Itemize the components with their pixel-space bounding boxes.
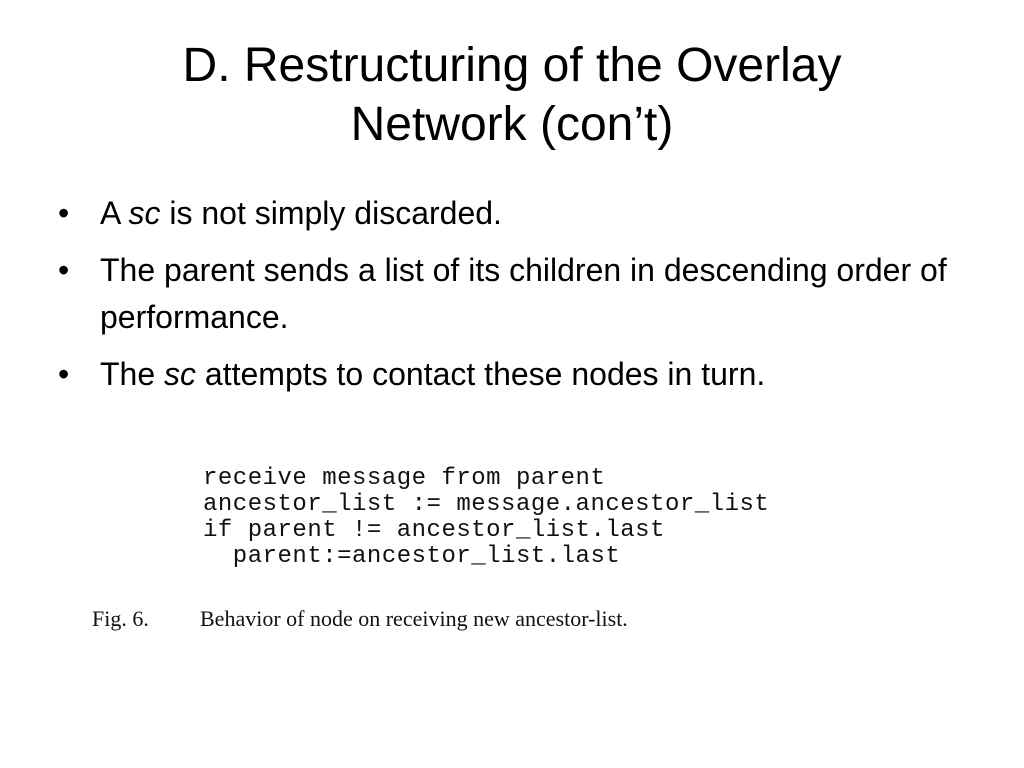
code-line-4: parent:=ancestor_list.last <box>203 543 621 570</box>
bullet-marker: • <box>58 252 70 288</box>
slide-title <box>0 36 1024 154</box>
figure-caption <box>92 604 628 634</box>
bullet-marker: • <box>58 356 70 392</box>
slide-title-line-1: D. Restructuring of the Overlay <box>182 39 842 92</box>
bullet-text-segment: The parent sends a list of its children in descending order of performance. <box>100 252 947 335</box>
code-line-2: ancestor_list := message.ancestor_list <box>203 491 770 518</box>
bullet-text-segment: A <box>100 195 129 231</box>
pseudocode-figure <box>203 466 769 570</box>
bullet-item-1 <box>58 190 978 237</box>
code-line-1: receive message from parent <box>203 465 606 492</box>
code-line-3: if parent != ancestor_list.last <box>203 517 665 544</box>
bullet-text-segment: The <box>100 356 165 392</box>
bullet-text-segment: attempts to contact these nodes in turn. <box>196 356 766 392</box>
bullet-item-2 <box>58 247 978 341</box>
slide-title-line-2: Network (con’t) <box>350 98 674 151</box>
bullet-text-italic: sc <box>128 195 161 231</box>
bullet-text-segment: is not simply discarded. <box>160 195 502 231</box>
bullet-item-3 <box>58 351 978 398</box>
bullet-list <box>58 190 978 408</box>
figure-caption-text: Behavior of node on receiving new ancestor-list. <box>200 606 628 631</box>
bullet-marker: • <box>58 195 70 231</box>
figure-caption-label: Fig. 6. <box>92 606 149 631</box>
bullet-text-italic: sc <box>164 356 197 392</box>
